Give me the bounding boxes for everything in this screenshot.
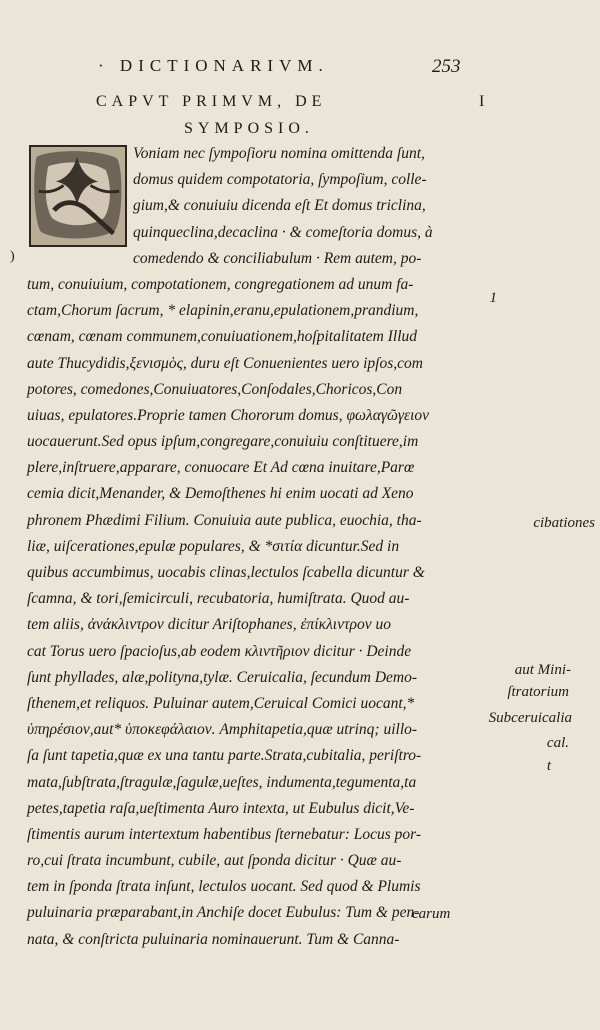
text-line: ctam,Chorum ſacrum, * elapinin,eranu,epulationem,prandium, — [27, 302, 419, 320]
text-line: ſtimentis aurum intertextum habentibus ſternebatur: Locus por- — [27, 825, 422, 843]
leaf-mark: ) — [10, 249, 15, 264]
text-line: cœnam, cœnam communem,conuiuationem,hoſpitalitatem Illud — [27, 328, 418, 346]
text-line: ſa ſunt tapetia,quæ ex una tantu parte.Strata,cubitalia, periſtro- — [27, 747, 422, 765]
text-line: plere,inſtruere,apparare, conuocare Et Ad cœna inuitare,Parœ — [27, 459, 415, 477]
text-line: domus quidem compotatoria, ſympoſium, colle- — [133, 171, 427, 189]
text-line: puluinaria præparabant,in Anchiſe docet Eubulus: Tum & pen- — [27, 904, 420, 922]
text-line: quinqueclina,decaclina · & comeſtoria domus, à — [133, 223, 433, 241]
text-line: ro,cui ſtrata incumbunt, cubile, aut ſponda dicitur · Quæ au- — [27, 852, 402, 870]
text-line: tem in ſponda ſtrata inſunt, lectulos uocant. Sed quod & Plumis — [27, 878, 421, 896]
text-line: mata,ſubſtrata,ſtragulæ,ſagulæ,ueſtes, indumenta,tegumenta,ta — [27, 773, 417, 791]
text-line: ſunt phyllades, alæ,polityna,tylæ. Ceruicalia, ſecundum Demo- — [27, 668, 418, 686]
text-line: uiuas, epulatores.Proprie tamen Chororum domus, φωλαγῶγειον — [27, 406, 430, 424]
text-line: ὑπηρέσιον,aut* ὑποκεφάλαιον. Amphitapetia,quæ utrinq; uillo- — [27, 721, 418, 739]
margin-note: t — [546, 758, 551, 774]
chapter-number: I — [479, 93, 485, 110]
text-line: tum, conuiuium, compotationem, congregationem ad unum fa- — [27, 275, 414, 293]
text-line: nata, & conſtricta puluinaria nominauerunt. Tum & Canna- — [27, 930, 400, 948]
chapter-title: CAPVT PRIMVM, DE — [96, 93, 327, 110]
chapter-subtitle: SYMPOSIO. — [184, 120, 314, 137]
text-line: cat Torus uero ſpacioſus,ab eodem κλιντῆριον dicitur · Deinde — [27, 642, 412, 660]
page-number: 253 — [432, 56, 461, 77]
margin-note: cal. — [546, 735, 569, 751]
text-line: Voniam nec ſympoſioru nomina omittenda ſunt, — [133, 145, 425, 162]
text-line: aute Thucydidis,ξενισμὸς, duru eſt Conuenientes uero ipſos,com — [27, 354, 423, 372]
text-line: quibus accumbimus, uocabis clinas,lectulos ſcabella dicuntur & — [27, 564, 425, 581]
text-line: liæ, uiſcerationes,epulæ populares, & *σιτία dicuntur.Sed in — [27, 537, 400, 555]
text-line: gium,& conuiuiu dicenda eſt Et domus triclina, — [133, 197, 426, 215]
text-line: tem aliis, ἀνάκλιντρον dicitur Ariſtophanes, ἐπίκλιντρον uo — [27, 616, 391, 634]
catchword: carum — [412, 906, 451, 922]
text-line: ſcamna, & tori,ſemicirculi, recubatoria, humiſtrata. Quod au- — [27, 590, 410, 608]
text-line: phronem Phædimi Filium. Conuiuia aute publica, euochia, tha- — [27, 511, 422, 529]
text-line: petes,tapetia raſa,ueſtimenta Auro intexta, ut Eubulus dicit,Ve- — [27, 799, 415, 817]
main-text — [27, 141, 552, 953]
running-head: · DICTIONARIVM. — [98, 56, 329, 75]
text-line: uocauerunt.Sed opus ipſum,congregare,conuiuiu conſtituere,im — [27, 433, 419, 451]
text-line: comedendo & conciliabulum · Rem autem, po- — [133, 249, 422, 267]
text-line: cemia dicit,Menander, & Demoſthenes hi enim uocati ad Xeno — [27, 485, 414, 503]
text-line: potores, comedones,Conuiuatores,Conſodales,Choricos,Con — [27, 380, 403, 398]
margin-note: aut Mini- — [514, 662, 571, 678]
margin-note: 1 — [489, 290, 497, 306]
text-line: ſthenem,et reliquos. Puluinar autem,Ceruical Comici uocant,* — [27, 694, 415, 712]
margin-note: Subceruicalia — [488, 710, 572, 726]
margin-note: cibationes — [533, 515, 595, 531]
margin-note: ſtratorium — [507, 684, 569, 700]
